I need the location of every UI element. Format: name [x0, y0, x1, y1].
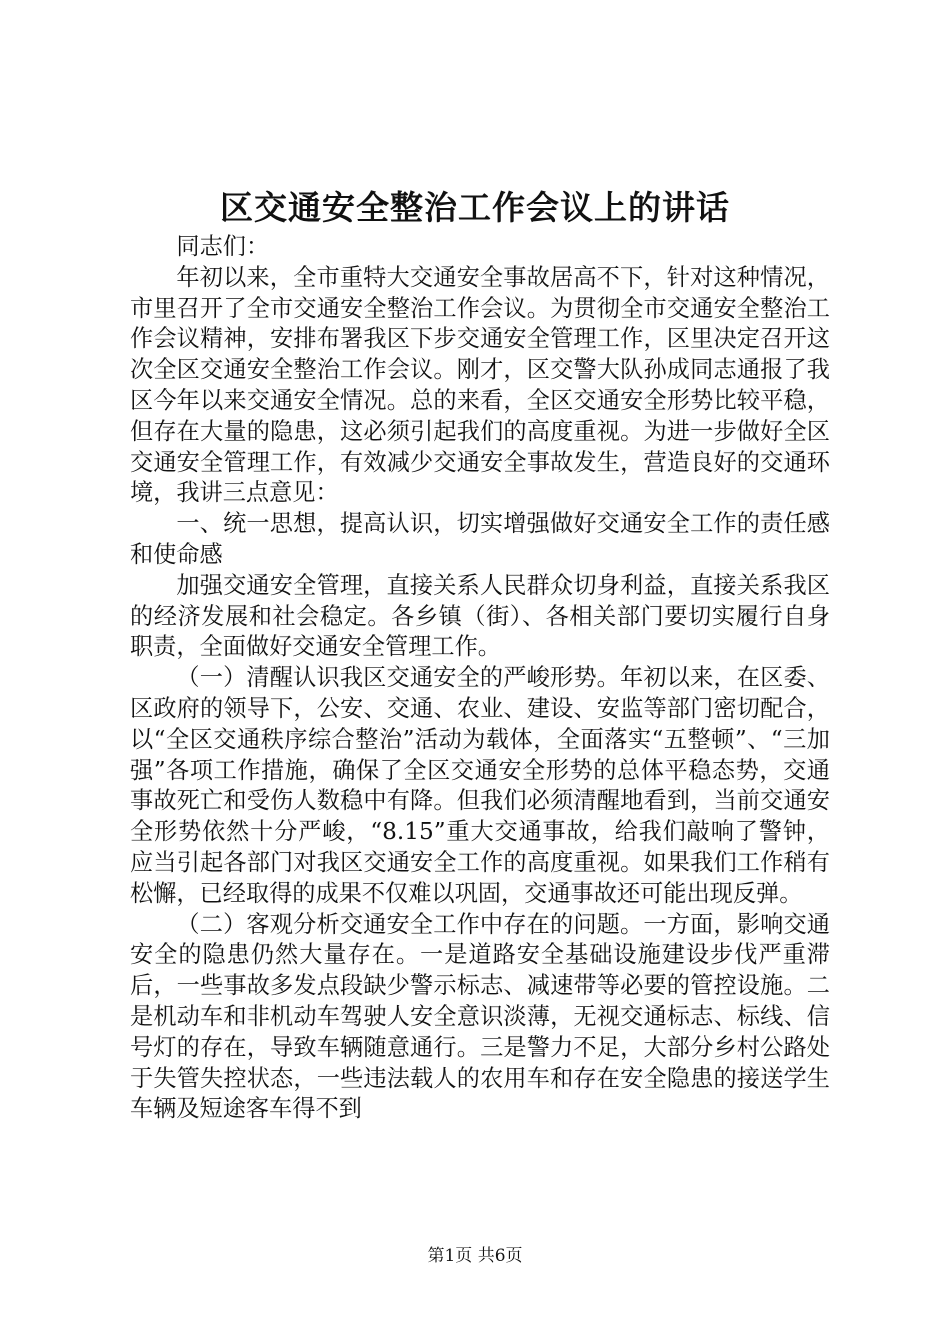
subsection-paragraph-1: （一）清醒认识我区交通安全的严峻形势。年初以来，在区委、区政府的领导下，公安、交通、农业、建设、安监等部门密切配合，以“全区交通秩序综合整治”活动为载体，全面落实“五整顿”、“三加强”各项工作措施，确保了全区交通安全形势的总体平稳态势，交通事故死亡和受伤人数稳中有降。但我们必须清醒地看到，当前交通安全形势依然十分严峻，“8.15”重大交通事故，给我们敲响了警钟，应当引起各部门对我区交通安全工作的高度重视。如果我们工作稍有松懈，已经取得的成果不仅难以巩固，交通事故还可能出现反弹。 — [130, 664, 830, 907]
salutation-paragraph: 同志们： — [176, 233, 270, 260]
body-paragraph: 加强交通安全管理，直接关系人民群众切身利益，直接关系我区的经济发展和社会稳定。各乡镇（街）、各相关部门要切实履行自身职责，全面做好交通安全管理工作。 — [130, 571, 830, 661]
document-title: 区交通安全整治工作会议上的讲话 — [220, 188, 730, 227]
subsection-paragraph-2: （二）客观分析交通安全工作中存在的问题。一方面，影响交通安全的隐患仍然大量存在。一是道路安全基础设施建设步伐严重滞后，一些事故多发点段缺少警示标志、减速带等必要的管控设施。二是机动车和非机动车驾驶人安全意识淡薄，无视交通标志、标线、信号灯的存在，导致车辆随意通行。三是警力不足，大部分乡村公路处于失管失控状态，一些违法载人的农用车和存在安全隐患的接送学生车辆及短途客车得不到 — [130, 910, 830, 1123]
section-heading-1: 一、统一思想，提高认识，切实增强做好交通安全工作的责任感和使命感 — [130, 510, 830, 568]
page-number-footer: 第1页 共6页 — [427, 1246, 523, 1266]
document-body — [130, 232, 830, 1125]
intro-paragraph: 年初以来，全市重特大交通安全事故居高不下，针对这种情况，市里召开了全市交通安全整治工作会议。为贯彻全市交通安全整治工作会议精神，安排布署我区下步交通安全管理工作，区里决定召开这次全区交通安全整治工作会议。刚才，区交警大队孙成同志通报了我区今年以来交通安全情况。总的来看，全区交通安全形势比较平稳，但存在大量的隐患，这必须引起我们的高度重视。为进一步做好全区交通安全管理工作，有效减少交通安全事故发生，营造良好的交通环境，我讲三点意见： — [130, 263, 830, 507]
